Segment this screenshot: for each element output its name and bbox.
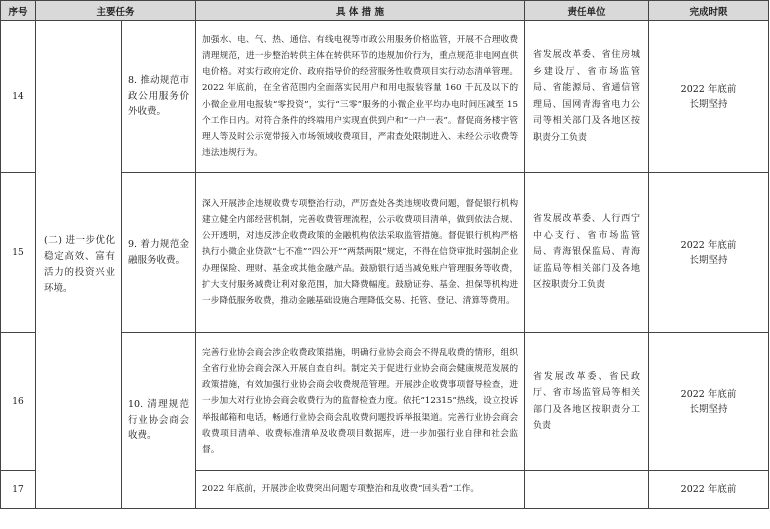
table-header-row xyxy=(1,1,769,21)
table-row xyxy=(1,21,769,173)
deadline-secondary: 长期坚持 xyxy=(689,98,728,110)
row-index: 14 xyxy=(1,21,36,173)
header-index: 序号 xyxy=(1,1,36,21)
row-index: 17 xyxy=(1,471,36,509)
deadline-cell xyxy=(649,471,769,509)
measures-cell: 2022 年底前，开展涉企收费突出问题专项整治和乱收费“回头看”工作。 xyxy=(196,471,525,509)
measures-cell: 完善行业协会商会涉企收费政策措施，明确行业协会商会不得乱收费的情形，组织全省行业协会商会深入开展自查自纠。制定关于促进行业协会商会健康规范发展的政策措施，有效加强行业协会商会收费规范管理。开展涉企收费事项督导检查，进一步加大对行业协会商会收费行为的监督检查力度。依托“12315”热线，设立投诉举报邮箱和电话，畅通行业协会商会乱收费问题投诉举报渠道。完善行业协会商会收费项目清单、收费标准清单及收费项目数据库，进一步加强行业自律和社会监督。 xyxy=(196,333,525,471)
deadline-primary: 2022 年底前 xyxy=(680,239,737,251)
header-task: 主要任务 xyxy=(36,1,196,21)
measures-cell: 加强水、电、气、热、通信、有线电视等市政公用服务价格监管，开展不合理收费清理规范，进一步整治转供主体在转供环节的违规加价行为，重点规范非电网直供电价格。对实行政府定价、政府指导价的经营服务性收费项目实行动态清单管理。2022 年底前，在全省范围内全面落实民用户和用电报装容量 160 千瓦及以下的小微企业用电报装“零投资”，实行“三零”服务的小微企业平均办电时间压减至 15 个工作日内。对符合条件的终端用户实现直供到户和“一户一表”。督促商务楼宇管理人等及时公示宽带接入市场领域收费项目，严肃查处限制进入、未经公示收费等违法违规行为。 xyxy=(196,21,525,173)
deadline-secondary: 长期坚持 xyxy=(689,403,728,415)
deadline-primary: 2022 年底前 xyxy=(680,484,737,495)
header-deadline: 完成时限 xyxy=(649,1,769,21)
units-cell: 省发展改革委、省住房城乡建设厅、省市场监管局、省能源局、省通信管理局、国网青海省电力公司等相关部门及各地区按职责分工负责 xyxy=(525,21,649,173)
units-cell: 省发展改革委、人行西宁中心支行、省市场监管局、青海银保监局、青海证监局等相关部门及各地区按职责分工负责 xyxy=(525,173,649,333)
header-units: 责任单位 xyxy=(525,1,649,21)
units-cell-empty xyxy=(525,471,649,509)
deadline-cell xyxy=(649,333,769,471)
measures-cell: 深入开展涉企违规收费专项整治行动，严厉查处各类违规收费问题，督促银行机构建立健全内部经营机制，完善收费管理流程，公示收费项目清单，做到依法合规、公开透明，对违反涉企收费政策的金融机构依法采取监管措施。督促银行机构严格执行小微企业贷款“七不准”“四公开”“两禁两限”规定，不得在信贷审批时强制企业办理保险、理财、基金或其他金融产品。鼓励银行适当减免账户管理服务等收费，扩大支付服务减费让利对象范围，加大降费幅度。鼓励证券、基金、担保等机构进一步降低服务收费，推动金融基础设施合理降低交易、托管、登记、清算等费用。 xyxy=(196,173,525,333)
units-cell: 省发展改革委、省民政厅、省市场监管局等相关部门及各地区按职责分工负责 xyxy=(525,333,649,471)
deadline-primary: 2022 年底前 xyxy=(680,388,737,400)
row-index: 16 xyxy=(1,333,36,471)
header-measures: 具 体 措 施 xyxy=(196,1,525,21)
deadline-cell xyxy=(649,21,769,173)
deadline-secondary: 长期坚持 xyxy=(689,254,728,266)
row-index: 15 xyxy=(1,173,36,333)
category-cell: (二) 进一步优化稳定高效、富有活力的投资兴业环境。 xyxy=(36,21,122,509)
deadline-primary: 2022 年底前 xyxy=(680,83,737,95)
task-cell: 9. 着力规范金融服务收费。 xyxy=(122,173,196,333)
task-cell: 10. 清理规范行业协会商会收费。 xyxy=(122,333,196,509)
task-cell: 8. 推动规范市政公用服务价外收费。 xyxy=(122,21,196,173)
deadline-cell xyxy=(649,173,769,333)
